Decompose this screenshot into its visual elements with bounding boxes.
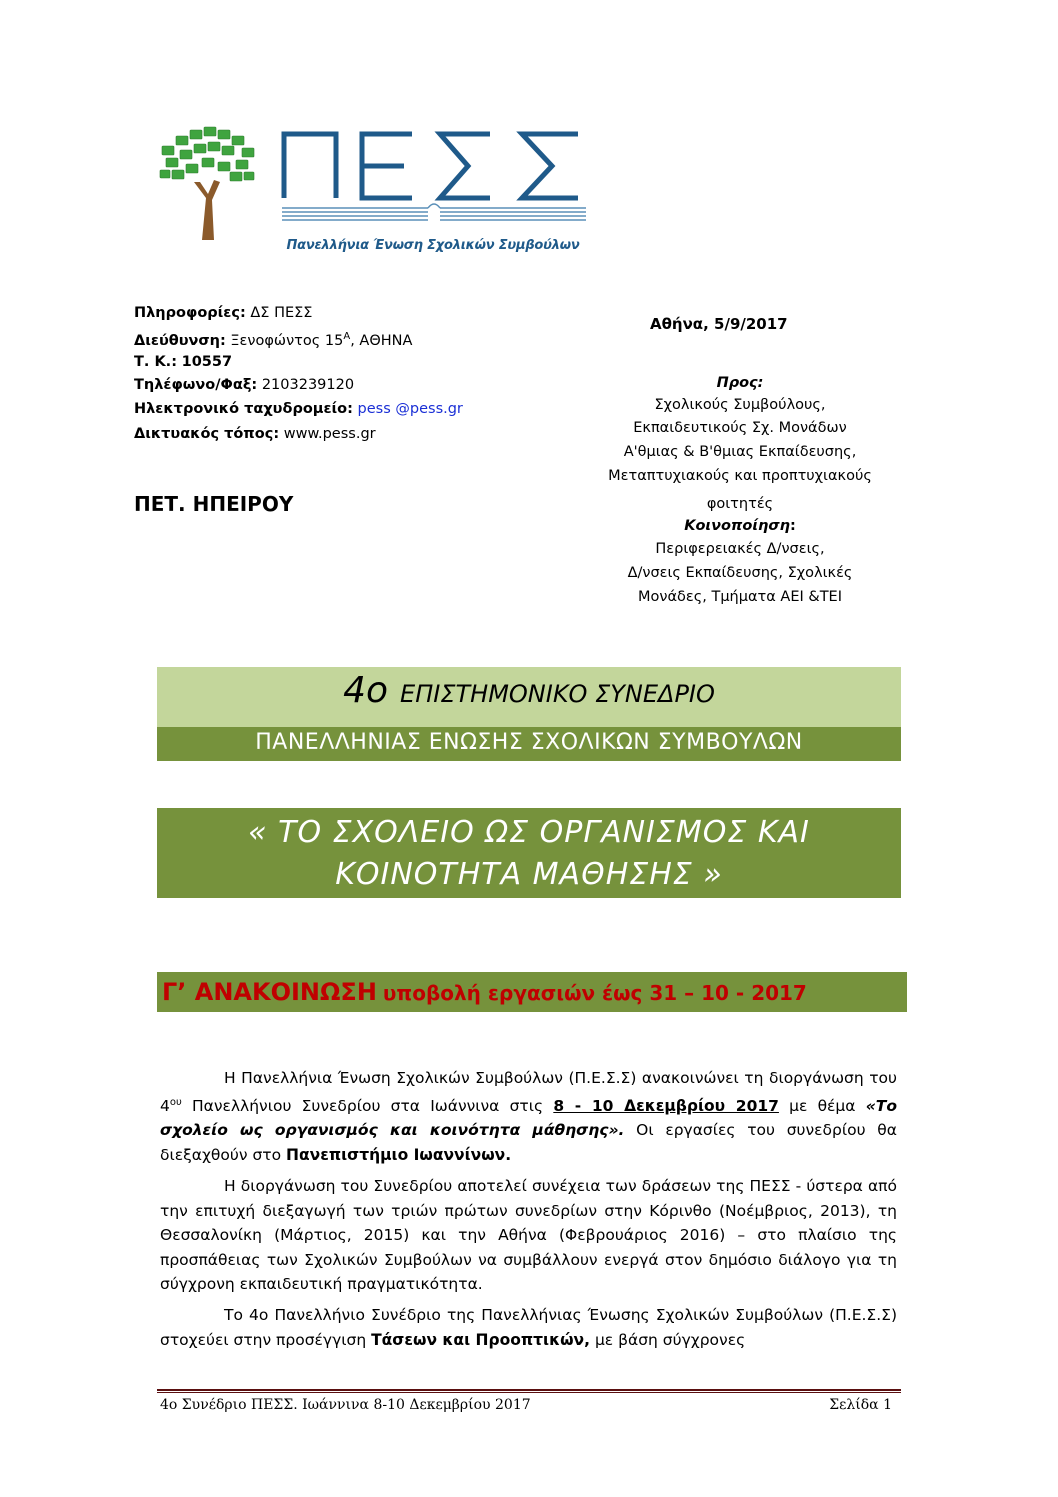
contact-address (134, 332, 412, 348)
p1-venue: Πανεπιστήμιο Ιωαννίνων. (286, 1145, 512, 1164)
region-heading: ΠΕΤ. ΗΠΕΙΡΟΥ (134, 492, 294, 516)
cc-line: Δ/νσεις Εκπαίδευσης, Σχολικές (627, 565, 853, 581)
to-line: Μεταπτυχιακούς και προπτυχιακούς (608, 468, 872, 484)
cc-line: Περιφερειακές Δ/νσεις, (655, 541, 825, 557)
p3-bold: Τάσεων και Προοπτικών, (371, 1330, 591, 1349)
tree-logo-icon (158, 124, 258, 242)
web-link[interactable]: www.pess.gr (283, 426, 376, 442)
p1-theme: «Το σχολείο ως οργανισμός και κοινότητα μάθησης». (160, 1096, 898, 1140)
conference-heading (157, 670, 901, 711)
cc-label: Κοινοποίηση (684, 518, 790, 534)
footer-rule (157, 1392, 901, 1393)
to-line: Σχολικούς Συμβούλους, (654, 397, 826, 413)
footer-title: 4ο Συνέδριο ΠΕΣΣ. Ιωάννινα 8-10 Δεκεμβρίου 2017 (160, 1397, 531, 1413)
p1-text: Οι εργασίες του συνεδρίου θα διεξαχθούν στο (160, 1121, 897, 1164)
zip-value: 10557 (181, 354, 233, 370)
info-value: ΔΣ ΠΕΣΣ (250, 305, 313, 321)
contact-email (134, 402, 463, 417)
address-city: , ΑΘΗΝΑ (350, 332, 413, 349)
zip-label: Τ. Κ.: (134, 354, 177, 370)
email-link[interactable]: pess @pess.gr (357, 401, 463, 417)
paragraph-1 (160, 1066, 897, 1167)
paragraph-2: Η διοργάνωση του Συνεδρίου αποτελεί συνέχεια των δράσεων της ΠΕΣΣ - ύστερα από την επιτυχή διεξαγωγή των τριών πρώτων συνεδρίων στην Κόρινθο (Νοέμβριος, 2013), τη Θεσσαλονίκη (Μάρτιος, 2015) και την Αθήνα (Φεβρουάριος 2016) – στο πλαίσιο της προσπάθειας των Σχολικών Συμβούλων να συμβάλλουν ενεργά στον δημόσιο διάλογο για τη σύγχρονη εκπαιδευτική πραγματικότητα. (160, 1177, 897, 1293)
conference-ordinal: 4ο (343, 670, 389, 711)
date-line: Αθήνα, 5/9/2017 (650, 315, 788, 333)
page-number: Σελίδα 1 (829, 1397, 892, 1413)
address-value: Ξενοφώντος 15 (230, 332, 344, 349)
cc-line: Μονάδες, Τμήματα ΑΕΙ &ΤΕΙ (638, 589, 842, 605)
to-line: φοιτητές (706, 496, 774, 512)
p1-sup: ου (169, 1096, 182, 1108)
p1-text: Η Πανελλήνια Ένωση Σχολικών Συμβούλων (Π.Ε.Σ.Σ) ανακοινώνει τη διοργάνωση του 4 (160, 1069, 897, 1115)
p3-text: με βάση σύγχρονες (590, 1330, 746, 1349)
to-line: Α'θμιας & Β'θμιας Εκπαίδευσης, (623, 444, 857, 460)
address-sup: Α (343, 331, 351, 342)
email-label: Ηλεκτρονικό ταχυδρομείο: (134, 401, 353, 417)
to-line: Εκπαιδευτικούς Σχ. Μονάδων (633, 420, 847, 436)
cc-colon: : (789, 518, 796, 534)
phone-label: Τηλέφωνο/Φαξ: (134, 377, 258, 393)
submission-deadline: υποβολή εργασιών έως 31 – 10 - 2017 (382, 981, 807, 1005)
theme-line-2: ΚΟΙΝΟΤΗΤΑ ΜΑΘΗΣΗΣ » (335, 857, 723, 892)
contact-info (134, 306, 312, 321)
paragraph-3 (160, 1303, 897, 1352)
contact-web (134, 427, 376, 442)
address-label: Διεύθυνση: (134, 332, 226, 349)
p1-dates: 8 - 10 Δεκεμβρίου 2017 (553, 1096, 779, 1115)
announcement-label: Γ’ ΑΝΑΚΟΙΝΩΣΗ (162, 978, 377, 1006)
contact-zip (134, 355, 232, 370)
web-label: Δικτυακός τόπος: (134, 426, 280, 442)
p1-text: Πανελλήνιου Συνεδρίου στα Ιωάννινα στις (181, 1096, 554, 1115)
logo-subtitle: Πανελλήνια Ένωση Σχολικών Συμβούλων (286, 238, 580, 253)
conference-subheading: ΠΑΝΕΛΛΗΝΙΑΣ ΕΝΩΣΗΣ ΣΧΟΛΙΚΩΝ ΣΥΜΒΟΥΛΩΝ (255, 730, 803, 755)
p3-text: Το 4ο Πανελλήνιο Συνέδριο της Πανελλήνιας Ένωσης Σχολικών Συμβούλων (Π.Ε.Σ.Σ) στοχεύει στην προσέγγιση (160, 1306, 897, 1349)
phone-value: 2103239120 (261, 377, 355, 393)
theme-line-1: « ΤΟ ΣΧΟΛΕΙΟ ΩΣ ΟΡΓΑΝΙΣΜΟΣ ΚΑΙ (248, 815, 810, 850)
conference-heading-text: ΕΠΙΣΤΗΜΟΝΙΚΟ ΣΥΝΕΔΡΙΟ (400, 680, 715, 708)
contact-phone (134, 378, 354, 393)
footer-rule (157, 1389, 901, 1391)
announcement (162, 980, 807, 1004)
p1-text: με θέμα (778, 1096, 866, 1115)
cc-heading (580, 519, 900, 534)
to-label: Προς: (716, 375, 764, 391)
pess-logo-letters (278, 126, 590, 226)
info-label: Πληροφορίες: (134, 305, 246, 321)
